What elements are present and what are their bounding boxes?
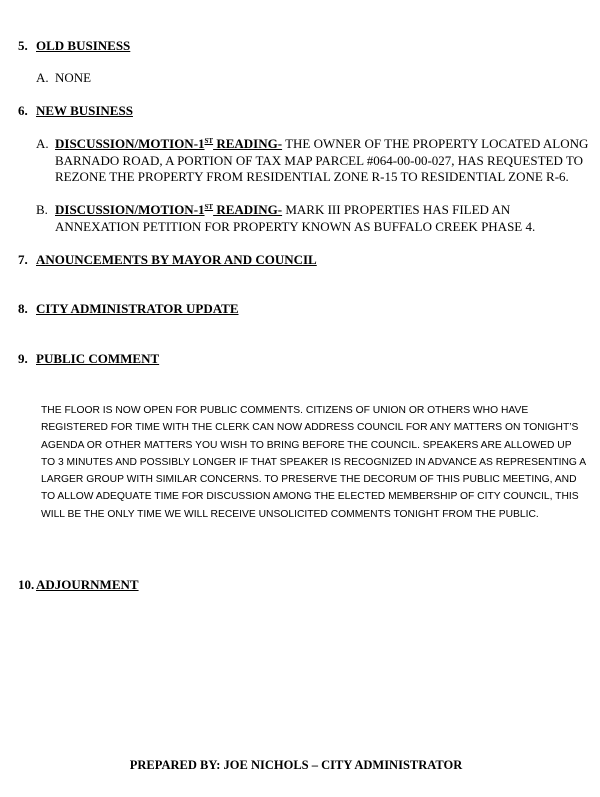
item-bold-suffix: READING- [213, 202, 283, 217]
item-sup: ST [204, 203, 214, 211]
item-bold-prefix: DISCUSSION/MOTION-1 [55, 136, 205, 151]
new-business-item-b [55, 202, 595, 235]
section-7-heading [18, 252, 317, 268]
item-label: A. [36, 136, 49, 151]
section-9-heading [18, 351, 159, 367]
section-title: ADJOURNMENT [36, 577, 139, 592]
item-label: B. [36, 202, 48, 217]
item-text: MARK III PROPERTIES HAS FILED AN ANNEXATION PETITION FOR PROPERTY KNOWN AS BUFFALO CREEK PHASE 4. [55, 202, 536, 234]
section-8-heading [18, 301, 239, 317]
item-bold-suffix: READING- [213, 136, 283, 151]
section-10-heading [18, 577, 139, 593]
section-title: NEW BUSINESS [36, 103, 133, 118]
item-sup: ST [204, 137, 214, 145]
section-number: 9. [18, 351, 28, 366]
new-business-item-a [55, 136, 595, 186]
item-text: THE OWNER OF THE PROPERTY LOCATED ALONG BARNADO ROAD, A PORTION OF TAX MAP PARCEL #064-00-00-027, HAS REQUESTED TO REZONE THE PROPERTY FROM RESIDENTIAL ZONE R-15 TO RESIDENTIAL ZONE R-6. [55, 136, 589, 184]
section-title: CITY ADMINISTRATOR UPDATE [36, 301, 239, 316]
item-label: A. [36, 70, 49, 85]
section-number: 6. [18, 103, 28, 118]
section-number: 7. [18, 252, 28, 267]
item-text: NONE [55, 70, 92, 85]
section-number: 10. [18, 577, 35, 592]
section-6-heading [18, 103, 133, 119]
section-number: 5. [18, 38, 28, 53]
section-title: PUBLIC COMMENT [36, 351, 160, 366]
prepared-by: PREPARED BY: JOE NICHOLS – CITY ADMINISTRATOR [129, 758, 463, 772]
section-title: ANOUNCEMENTS BY MAYOR AND COUNCIL [36, 252, 317, 267]
section-title: OLD BUSINESS [36, 38, 131, 53]
item-bold-prefix: DISCUSSION/MOTION-1 [55, 202, 205, 217]
section-5-heading [18, 38, 130, 54]
public-comment-body: THE FLOOR IS NOW OPEN FOR PUBLIC COMMENTS. CITIZENS OF UNION OR OTHERS WHO HAVE REGISTERED FOR TIME WITH THE CLERK CAN NOW ADDRESS COUNCIL FOR ANY MATTERS ON TONIGHT’S AGENDA OR OTHER MATTERS YOU WISH TO BRING BEFORE THE COUNCIL. SPEAKERS ARE ALLOWED UP TO 3 MINUTES AND POSSIBLY LONGER IF THAT SPEAKER IS RECOGNIZED IN ADVANCE AS REPRESENTING A LARGER GROUP WITH SIMILAR CONCERNS. TO PRESERVE THE DECORUM OF THIS PUBLIC MEETING, AND TO ALLOW ADEQUATE TIME FOR DISCUSSION AMONG THE ELECTED MEMBERSHIP OF CITY COUNCIL, THIS WILL BE THE ONLY TIME WE WILL RECEIVE UNSOLICITED COMMENTS TONIGHT FROM THE PUBLIC. [41, 405, 586, 520]
section-number: 8. [18, 301, 28, 316]
